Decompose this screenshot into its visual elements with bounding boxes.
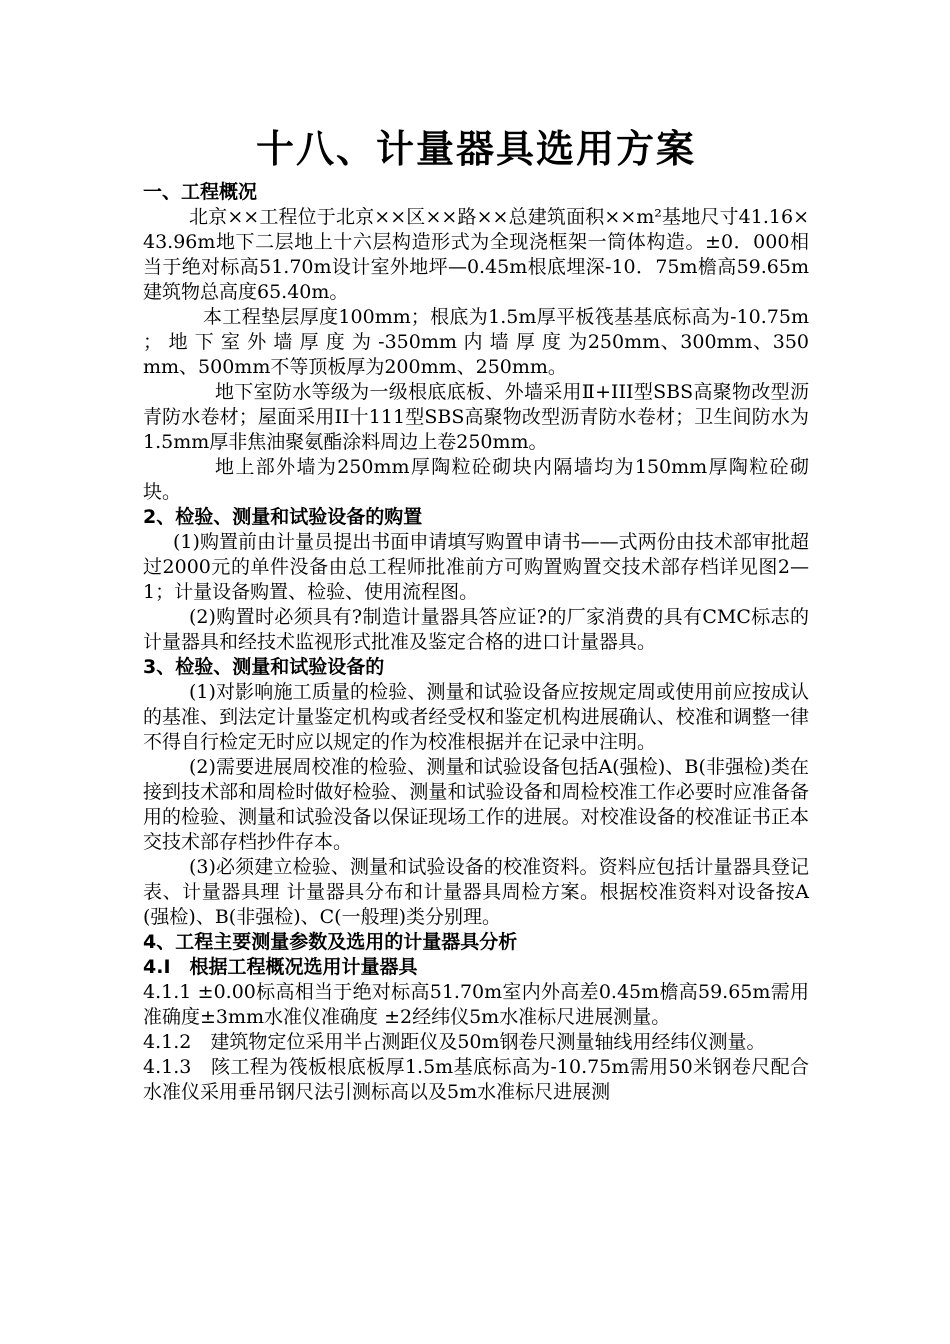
document-page (143, 118, 809, 1105)
section-3-paragraph-2: (2)需要进展周校准的检验、测量和试验设备包括A(强检)、B(非强检)类在接到技术部和周检时做好检验、测量和试验设备和周检校准工作必要时应准备备用的检验、测量和试验没备以保证现场工作的进展。对校准设备的校准证书正本交技术部存档抄件存本。 (143, 756, 809, 853)
section-3-paragraph-1: (1)对影响施工质量的检验、测量和试验设备应按规定周或使用前应按成认的基准、到法定计量鉴定机构或者经受权和鉴定机构进展确认、校准和调整一律不得自行检定无时应以规定的作为校准根据并在记录中注明。 (143, 681, 809, 753)
section-3-heading: 3、检验、测量和试验设备的 (143, 656, 385, 678)
section-1-heading: 一、工程概况 (143, 181, 258, 203)
section-2-paragraph-1: (1)购置前由计量员提出书面申请填写购置申请书——式两份由技术部审批超过2000元的单件没备由总工程师批准前方可购置购置交技术部存档详见图2—1；计量设备购置、检验、使用流程图。 (143, 531, 809, 603)
section-1-paragraph-1: 北京××工程位于北京××区××路××总建筑面积××m²基地尺寸41.16× 43.96m地下二层地上十六层构造形式为全现浇框架一筒体构造。±0．000相当于绝对标高51.70m设计室外地坪—0.45m根底埋深-10．75m檐高59.65m建筑物总高度65.40m。 (143, 206, 809, 303)
clause-4-1-3: 4.1.3 陔工程为筏板根底板厚1.5m基底标高为-10.75m需用50米钢卷尺配合水准仪采用垂吊钢尺法引测标高以及5m水准标尺进展测 (143, 1056, 809, 1103)
section-3-paragraph-3: (3)必须建立检验、测量和试验设备的校准资料。资料应包括计量器具登记表、计量器具理 计量器具分布和计量器具周检方案。根据校准资料对设备按A(强检)、B(非强检)、C(一般理)类分别理。 (143, 856, 809, 928)
section-4-1-heading: 4.Ⅰ 根据工程概况选用计量器具 (143, 956, 418, 978)
clause-4-1-2: 4.1.2 建筑物定位采用半占测距仪及50m钢卷尺测量轴线用经纬仪测量。 (143, 1031, 766, 1053)
section-2-heading: 2、检验、测量和试验设备的购置 (143, 506, 423, 528)
document-title: 十八、计量器具选用方案 (255, 127, 696, 171)
section-1-paragraph-2: 本工程垫层厚度100mm；根底为1.5m厚平板筏基基底标高为-10.75m ； 地 下 室 外 墙 厚 度 为 -350mm 内 墙 厚 度 为250mm、300mm、350mm、500mm不等顶板厚为200mm、250mm。 (143, 306, 809, 378)
clause-4-1-1: 4.1.1 ±0.00标高相当于绝对标高51.70m室内外高差0.45m檐高59.65m需用准确度±3mm水准仪准确度 ±2经纬仪5m水准标尺进展测量。 (143, 981, 809, 1028)
section-1-paragraph-3: 地下室防水等级为一级根底底板、外墙采用Ⅱ+III型SBS高聚物改型沥青防水卷材；屋面采用II十111型SBS高聚物改型沥青防水卷材；卫生间防水为1.5mm厚非焦油聚氨酯涂料周边上卷250mm。 (143, 381, 809, 453)
section-2-paragraph-2: (2)购置时必须具有?制造计量器具答应证?的厂家消费的具有CMC标志的计量器具和经技术监视形式批准及鉴定合格的进口计量器具。 (143, 606, 809, 653)
section-4-heading: 4、工程主要测量参数及选用的计量器具分析 (143, 931, 518, 953)
section-1-paragraph-4: 地上部外墙为250mm厚陶粒砼砌块内隔墙均为150mm厚陶粒砼砌块。 (143, 456, 809, 503)
